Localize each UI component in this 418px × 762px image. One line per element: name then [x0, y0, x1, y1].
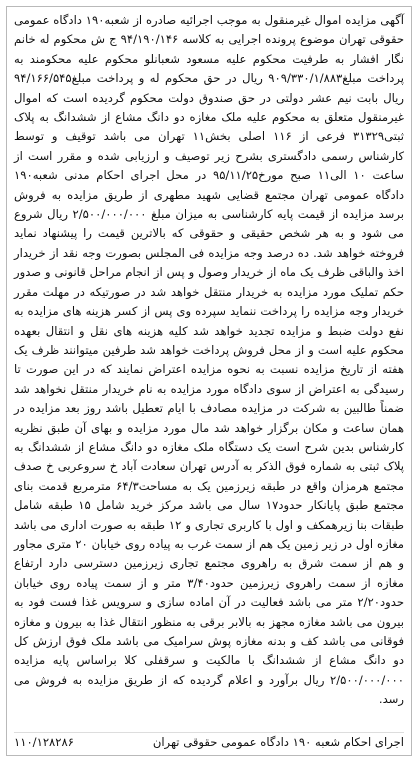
auction-notice — [6, 6, 412, 756]
notice-footer — [14, 733, 404, 751]
notice-body-text: آگهی مزایده اموال غیرمنقول به موجب اجرائیه صادره از شعبه۱۹۰ دادگاه عمومی حقوقی تهران موضوع پرونده اجرایی به کلاسه ۹۴/۱۹۰/۱۴۶ ج ش محکوم له خانم نگار افشار به طرفیت محکوم علیه مسعود شعبانلو محکوم علیه محکومند به پرداخت مبلغ۹۰۹/۳۳۰/۱/۸۸۳ ریال در حق محکوم له و پرداخت مبلغ۹۴/۱۶۶/۵۴۵ ریال بابت نیم عشر دولتی در حق صندوق دولت محکوم گردیده است که اموال غیرمنقول متعلق به محکوم علیه ملک مغازه دو دانگ مشاع از ششدانگ به پلاک ثبتی۳۱۳۲۹ فرعی از ۱۱۶ اصلی بخش۱۱ تهران می باشد توقیف و توسط کارشناس رسمی دادگستری بشرح زیر توصیف و ارزیابی شده و مقرر است از ساعت ۱۰ الی۱۱ صبح مورخ۹۵/۱۱/۲۵ در محل اجرای احکام مدنی شعبه۱۹۰ دادگاه عمومی تهران مجتمع قضایی شهید مطهری از طریق مزایده به فروش برسد مزایده از قیمت پایه کارشناسی به میزان مبلغ ۲/۵۰۰/۰۰۰/۰۰۰ ریال شروع می شود و به هر شخص حقیقی و حقوقی که بالاترین قیمت را پیشنهاد نماید فروخته خواهد شد. ده درصد وجه مزایده فی المجلس بصورت وجه نقد از خریدار اخذ والباقی ظرف یک ماه از خریدار وصول و پس از انجام مراحل قانونی و صدور حکم تملیک مورد مزایده به خریدار منتقل خواهد شد در صورتیکه در مهلت مقرر خریدار وجه مزایده را پرداخت ننماید سپرده وی پس از کسر هزینه های مزایده به نفع دولت ضبط و مزایده تجدید خواهد شد کلیه هزینه های نقل و انتقال بعهده محکوم علیه است و از محل فروش پرداخت خواهد شد طرفین میتوانند ظرف یک هفته از تاریخ مزایده نسبت به نحوه مزایده اعتراض نمایند که در این صورت تا رسیدگی به اعتراض از سوی دادگاه مورد مزایده به نام خریدار منتقل نخواهد شد ضمناً طالبین به شرکت در مزایده مصادف با ایام تعطیل باشد روز بعد مزایده در همان ساعت و مکان برگزار خواهد شد مال مورد مزایده و بهای آن طبق نظریه کارشناس بدین شرح است یک دستگاه ملک مغازه دو دانگ مشاع از ششدانگ به پلاک ثبتی به شماره فوق الذکر به آدرس تهران سعادت آباد خ سروعربی خ صدف مجتمع هرمزان واقع در طبقه زیرزمین یک به مساحت۶۴/۳ مترمربع قدمت بنای مجتمع طبق پایانکار حدود۱۷ سال می باشد مرکز خرید شامل ۱۵ طبقه شامل طبقات بنا زیرهمکف و اول با کاربری تجاری و ۱۲ طبقه به صورت اداری می باشد مغازه اول در زیر زمین یک هم از سمت غرب به پیاده روی خیابان ۲۰ متری مجاور و هم از سمت شرق به راهروی مجتمع تجاری زیرزمین دسترسی دارد ارتفاع مغازه از سمت راهروی زیرزمین حدود۳/۴۰ متر و از سمت پیاده روی خیابان حدود۲/۲۰ متر می باشد فعالیت در آن اماده سازی و سرویس غذا فست فود به بیرون می باشد مغازه مجهز به بالابر برقی به منظور انتقال غذا به بیرون و مغازه فوقانی می باشد کف و بدنه مغازه پوش سرامیک می باشد ملک فوق ارزش کل دو دانگ مشاع از ششدانگ با مالکیت و سرقفلی کلا براساس پایه مزایده ۲/۵۰۰/۰۰۰/۰۰۰ ریال برآورد و اعلام گردیده که از طریق مزایده به فروش می رسد. — [14, 13, 405, 707]
issuing-office: اجرای احکام شعبه ۱۹۰ دادگاه عمومی حقوقی تهران — [152, 735, 404, 749]
notice-code: ۱۱۰/۱۲۸۲۸۶ — [14, 735, 74, 749]
